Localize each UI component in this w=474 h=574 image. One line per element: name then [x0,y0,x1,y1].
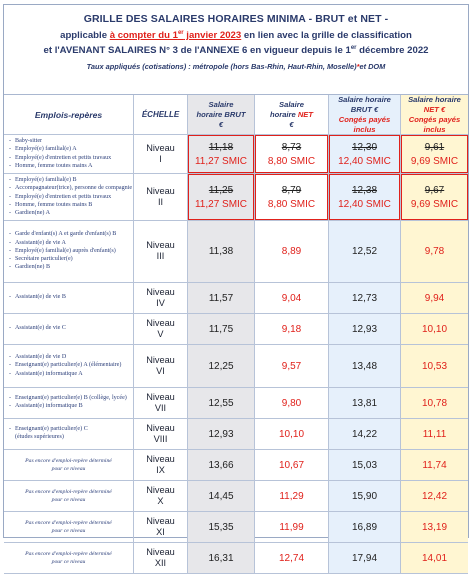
brut-value: 11,38 [208,246,234,257]
brut-cell [188,221,255,282]
header-line2-pre: applicable [60,30,110,42]
cnet-cell [401,419,468,449]
net-cell [255,314,329,344]
cbrut-value: 14,22 [351,428,378,440]
col-header-cp-brut-l2: BRUT € [350,104,379,114]
emploi-item: - Enseignant(e) particulier(e) B (collège, lycée) [9,394,131,402]
cbrut-old-value: 12,38 [351,184,378,196]
table-row [4,543,468,574]
brut-cell [188,345,255,387]
brut-value: 11,27 SMIC [194,155,248,167]
cbrut-cell [329,481,401,511]
cbrut-cell [329,388,401,418]
brut-cell [188,419,255,449]
cbrut-cell [329,221,401,282]
col-header-brut-l1: Salaire [208,99,234,109]
table-row [4,174,468,221]
header-line4-post: et DOM [359,62,386,71]
table-row [4,135,468,174]
niveau-label: Niveau [146,317,175,328]
cnet-value: 9,94 [424,292,445,304]
niveau-numeral: VI [156,365,165,376]
cnet-value: 9,69 SMIC [410,198,459,210]
niveau-label: Niveau [146,185,175,196]
cnet-cell [401,543,468,573]
cnet-value: 11,74 [422,459,447,471]
header-line4-star: * [356,62,360,71]
cbrut-value: 12,93 [351,323,378,335]
col-header-net [255,95,329,135]
emploi-note-line1: Pas encore d'emploi-repère déterminé [25,457,112,464]
cnet-value: 14,01 [421,552,448,564]
cbrut-cell [329,314,401,344]
emploi-note-line2: pour ce niveau [51,558,86,565]
niveau-numeral: V [157,328,164,339]
emploi-note-line2: pour ce niveau [51,465,86,472]
emploi-item: - Assistant(e) informatique B [9,402,131,410]
niveau-numeral: IX [156,464,165,475]
col-header-cp-brut [329,95,401,135]
net-old-value: 8,79 [281,184,302,196]
cbrut-value: 13,48 [351,360,378,372]
net-cell [255,481,329,511]
emploi-item: - Employé(e) familial(e) auprès d'enfant(s) [9,247,131,255]
net-cell [255,135,329,173]
header-line-applicable [4,30,468,41]
emploi-item: - Baby-sitter [9,137,131,145]
document-title: GRILLE DES SALAIRES HORAIRES MINIMA - BRUT et NET - [83,13,389,25]
cnet-cell [401,135,468,173]
brut-value: 11,27 SMIC [194,198,248,210]
cnet-value: 9,69 SMIC [410,155,459,167]
emploi-item: - Secrétaire particulier(e) [9,255,131,263]
cnet-cell [401,388,468,418]
emploi-item: - Assistant(e) informatique A [9,370,131,378]
emploi-note-line1: Pas encore d'emploi-repère déterminé [25,550,112,557]
header-line-taux [4,62,468,71]
echelle-cell [134,314,188,344]
cbrut-cell [329,283,401,313]
brut-cell [188,481,255,511]
emploi-note-line1: Pas encore d'emploi-repère déterminé [25,488,112,495]
brut-old-value: 11,25 [208,184,234,196]
niveau-label: Niveau [146,142,175,153]
cnet-cell [401,283,468,313]
echelle-cell [134,283,188,313]
col-header-cp-net-l1: Salaire horaire [408,94,461,104]
salary-grid-document [3,4,469,568]
col-header-cp-net [401,95,468,135]
emploi-note-line2: pour ce niveau [51,496,86,503]
net-value: 12,74 [278,552,305,564]
cnet-value: 12,42 [421,490,448,502]
niveau-numeral: II [157,196,164,207]
brut-highlight-box [188,174,254,220]
emploi-item: - Employé(e) d'entretien et petits travaux [9,154,131,162]
emplois-cell [4,388,134,418]
table-row [4,314,468,345]
net-cell [255,419,329,449]
header-line2-post: en lien avec la grille de classification [241,30,412,42]
niveau-numeral: XII [154,557,167,568]
table-row [4,419,468,450]
net-value: 11,99 [279,521,304,533]
col-header-net-l3: € [289,119,294,129]
cbrut-cell [329,512,401,542]
emploi-note-line2: pour ce niveau [51,527,86,534]
emplois-cell [4,512,134,542]
echelle-cell [134,512,188,542]
cbrut-old-value: 12,30 [351,141,378,153]
brut-value: 13,66 [208,459,234,471]
cnet-cell [401,174,468,220]
niveau-numeral: III [156,251,165,261]
net-cell [255,221,329,282]
emplois-list [9,353,131,378]
emplois-cell [4,283,134,313]
niveau-label: Niveau [146,546,175,557]
header-date-red [110,30,242,41]
net-highlight-box [255,174,328,220]
niveau-label: Niveau [146,391,175,402]
echelle-cell [134,481,188,511]
echelle-cell [134,450,188,480]
cbrut-cell [329,135,401,173]
cbrut-cell [329,450,401,480]
document-header [4,5,468,95]
cbrut-value: 17,94 [351,552,378,564]
table-row [4,221,468,283]
emploi-item: - Employé(e) d'entretien et petits travaux [9,193,131,201]
brut-cell [188,174,255,220]
cbrut-value: 13,81 [351,397,378,409]
emplois-cell [4,419,134,449]
header-line2-red-sup: er [177,30,184,36]
col-header-cp-net-l4: inclus [423,124,446,134]
brut-cell [188,543,255,573]
net-cell [255,543,329,573]
header-line4-pre: Taux appliqués (cotisations) : métropole (hors Bas-Rhin, Haut-Rhin, Moselle) [86,62,357,71]
emplois-list [9,230,131,271]
cbrut-value: 15,90 [351,490,378,502]
brut-value: 15,35 [208,521,234,533]
col-header-brut-l2: horaire BRUT [196,109,246,119]
brut-value: 12,93 [208,428,234,440]
brut-cell [188,388,255,418]
emploi-item: - Assistant(e) de vie D [9,353,131,361]
brut-cell [188,314,255,344]
header-line2-red: à compter du 1 [109,30,178,42]
col-header-cp-net-l3: Congés payés [408,114,461,124]
col-header-emplois [4,95,134,135]
emploi-item: - Employé(e) familial(e) B [9,176,131,184]
net-value: 9,57 [281,360,302,372]
col-header-brut [188,95,255,135]
net-value: 9,04 [281,292,302,304]
emploi-item: - Enseignant(e) particulier(e) C [9,425,131,433]
cbrut-cell [329,345,401,387]
table-row [4,283,468,314]
cbrut-value: 12,52 [351,246,378,257]
emplois-list [9,176,131,217]
emplois-list [9,324,131,332]
net-value: 11,29 [279,490,304,502]
niveau-label: Niveau [146,286,175,297]
brut-value: 11,75 [208,323,234,335]
brut-cell [188,450,255,480]
net-cell [255,174,329,220]
emplois-cell [4,135,134,173]
niveau-numeral: I [159,153,162,164]
col-header-cp-brut-l3: Congés payés [338,114,391,124]
brut-value: 12,25 [208,360,234,372]
brut-value: 16,31 [208,552,234,564]
brut-cell [188,135,255,173]
table-row [4,481,468,512]
col-header-net-l2 [255,110,328,120]
emplois-cell [4,345,134,387]
niveau-label: Niveau [146,515,175,526]
brut-value: 14,45 [208,490,234,502]
net-value: 9,80 [281,397,302,409]
cnet-value: 9,78 [424,246,445,257]
niveau-label: Niveau [146,422,175,433]
col-header-cp-brut-l4: inclus [353,124,376,134]
table-row [4,388,468,419]
col-header-echelle-label: ÉCHELLE [141,109,180,119]
echelle-cell [134,135,188,173]
cnet-cell [401,481,468,511]
cnet-value: 10,10 [421,323,448,335]
echelle-cell [134,543,188,573]
niveau-label: Niveau [146,484,175,495]
brut-value: 12,55 [208,397,234,409]
emplois-list [9,425,131,442]
cbrut-cell [329,174,401,220]
emplois-list [9,394,131,411]
cnet-cell [401,314,468,344]
emplois-cell [4,221,134,282]
net-value: 10,10 [278,428,305,440]
net-value: 8,80 SMIC [267,198,316,210]
emploi-item: - Assistant(e) de vie B [9,293,131,301]
niveau-label: Niveau [146,453,175,464]
cbrut-value: 12,40 SMIC [338,155,391,167]
cnet-highlight-box [401,174,468,220]
echelle-cell [134,345,188,387]
emploi-item: - Gardien(ne) A [9,209,131,217]
echelle-cell [134,174,188,220]
cbrut-value: 12,73 [351,292,378,304]
net-cell [255,388,329,418]
col-header-emplois-label: Emplois-repères [34,109,103,120]
cnet-value: 11,11 [422,428,447,440]
header-line2-red-post: janvier 2023 [183,30,242,42]
header-line3-sup: er [350,45,357,51]
niveau-numeral: XI [156,526,165,537]
cnet-cell [401,221,468,282]
header-line-avenant [4,45,468,56]
col-header-cp-net-l2: NET € [423,104,446,114]
emploi-item: - Assistant(e) de vie A [9,239,131,247]
cnet-value: 10,53 [421,360,448,372]
emploi-item: - Employé(e) familial(e) A [9,145,131,153]
net-cell [255,450,329,480]
niveau-numeral: VIII [153,433,168,444]
cnet-cell [401,450,468,480]
brut-cell [188,283,255,313]
table-row [4,450,468,481]
emploi-item: - Homme, femme toutes mains B [9,201,131,209]
niveau-numeral: X [157,495,164,506]
table-row [4,512,468,543]
header-line3-post: décembre 2022 [356,45,429,57]
net-value: 8,80 SMIC [267,155,316,167]
cbrut-cell [329,543,401,573]
echelle-cell [134,388,188,418]
emplois-cell [4,481,134,511]
net-old-value: 8,73 [281,141,302,153]
col-header-echelle [134,95,188,135]
emploi-item: - Assistant(e) de vie C [9,324,131,332]
emploi-item: - Enseignant(e) particulier(e) A (élémentaire) [9,361,131,369]
emplois-cell [4,543,134,573]
net-value: 9,18 [281,323,302,335]
cnet-old-value: 9,61 [424,141,445,153]
emploi-item: - Gardien(ne) B [9,263,131,271]
niveau-numeral: VII [154,402,167,413]
net-cell [255,512,329,542]
emploi-item: - Accompagnateur(trice), personne de compagnie [9,184,131,192]
col-header-net-l2-red: NET [297,109,314,119]
brut-old-value: 11,18 [208,141,234,153]
col-header-brut-l3: € [218,119,224,129]
cbrut-highlight-box [329,174,400,220]
emplois-cell [4,314,134,344]
cbrut-value: 15,03 [351,459,378,471]
cnet-value: 10,78 [421,397,448,409]
emploi-item: - Homme, femme toutes mains A [9,162,131,170]
cnet-value: 13,19 [421,521,448,533]
cbrut-value: 12,40 SMIC [338,198,391,210]
emploi-item: (études supérieures) [15,434,64,441]
cnet-cell [401,345,468,387]
brut-cell [188,512,255,542]
net-cell [255,283,329,313]
cbrut-cell [329,419,401,449]
col-header-cp-brut-l1: Salaire horaire [338,94,391,104]
emploi-item: - Garde d'enfant(s) A et garde d'enfant(s) B [9,230,131,238]
cnet-old-value: 9,67 [424,184,445,196]
net-value: 8,89 [281,246,302,257]
col-header-net-l1: Salaire [279,99,304,109]
brut-value: 11,57 [208,292,234,304]
table-row [4,345,468,388]
cnet-cell [401,512,468,542]
header-line3-pre: et l'AVENANT SALAIRES N° 3 de l'ANNEXE 6 en vigueur depuis le 1 [43,45,351,57]
echelle-cell [134,419,188,449]
net-cell [255,345,329,387]
emplois-list [9,293,131,301]
emploi-note-line1: Pas encore d'emploi-repère déterminé [25,519,112,526]
niveau-numeral: IV [156,297,165,308]
net-value: 10,67 [278,459,305,471]
cbrut-value: 16,89 [351,521,378,533]
niveau-label: Niveau [146,240,175,250]
col-header-net-l2-pre: horaire [269,109,298,119]
emplois-list [9,137,131,170]
niveau-label: Niveau [146,354,175,365]
echelle-cell [134,221,188,282]
emplois-cell [4,174,134,220]
emplois-cell [4,450,134,480]
